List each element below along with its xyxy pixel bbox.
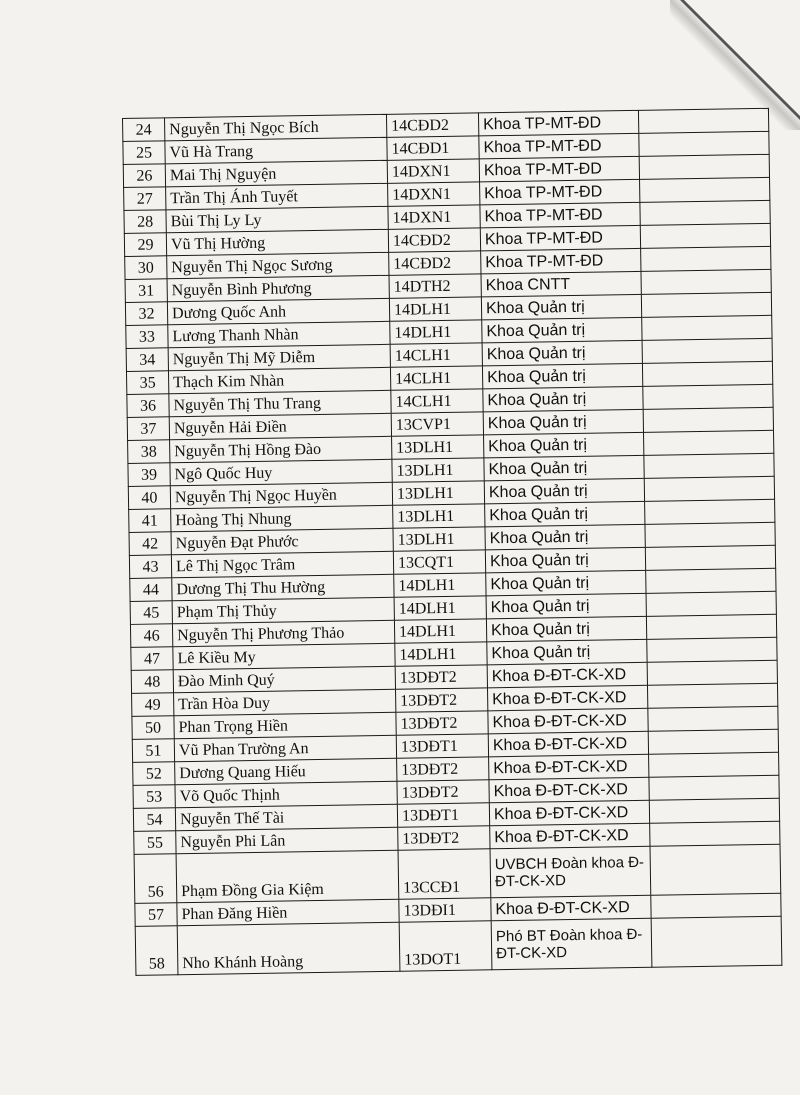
class-code: 13DĐT2 (396, 711, 488, 735)
note-cell (651, 893, 781, 918)
unit-name: Khoa Quản trị (482, 340, 642, 366)
row-number: 34 (126, 348, 168, 372)
unit-name: Khoa Đ-ĐT-CK-XD (487, 662, 647, 688)
member-name: Nguyễn Đạt Phước (171, 528, 393, 554)
class-code: 13DĐT2 (398, 826, 490, 850)
member-name: Phạm Đồng Gia Kiệm (176, 850, 399, 902)
member-name: Nguyễn Thị Ngọc Sương (167, 252, 389, 278)
row-number: 30 (125, 256, 167, 280)
unit-name: Khoa TP-MT-ĐD (481, 248, 641, 274)
unit-name: Khoa TP-MT-ĐD (479, 133, 639, 159)
class-code: 13DĐT2 (397, 757, 489, 781)
member-name: Lương Thanh Nhàn (168, 321, 390, 347)
class-code: 14CLH1 (391, 389, 483, 413)
class-code: 14DLH1 (394, 573, 486, 597)
unit-name: Khoa Quản trị (483, 386, 643, 412)
note-cell (644, 430, 774, 455)
unit-name: Khoa Đ-ĐT-CK-XD (490, 823, 650, 849)
unit-name: Khoa Quản trị (483, 409, 643, 435)
row-number: 38 (128, 440, 170, 464)
note-cell (640, 223, 770, 248)
class-code: 14CĐD2 (388, 228, 480, 252)
member-name: Đào Minh Quý (173, 666, 395, 692)
unit-name: Khoa Quản trị (485, 524, 645, 550)
row-number: 40 (128, 486, 170, 510)
class-code: 14CLH1 (390, 366, 482, 390)
row-number: 42 (129, 532, 171, 556)
row-number: 36 (127, 394, 169, 418)
class-code: 14DLH1 (394, 596, 486, 620)
row-number: 45 (130, 601, 172, 625)
row-number: 27 (124, 187, 166, 211)
member-name: Nguyễn Thị Ngọc Bích (165, 114, 387, 140)
note-cell (650, 821, 780, 846)
unit-name: Khoa TP-MT-ĐD (480, 179, 640, 205)
row-number: 37 (127, 417, 169, 441)
member-name: Nguyễn Thị Hồng Đào (170, 436, 392, 462)
unit-name: Khoa Quản trị (486, 593, 646, 619)
row-number: 48 (131, 670, 173, 694)
unit-name: Khoa Quản trị (486, 616, 646, 642)
class-code: 13DĐT1 (397, 803, 489, 827)
note-cell (645, 545, 775, 570)
class-code: 13DĐI1 (399, 898, 491, 922)
member-name: Mai Thị Nguyện (165, 160, 387, 186)
class-code: 13DLH1 (392, 458, 484, 482)
member-name: Trần Hòa Duy (174, 689, 396, 715)
row-number: 50 (132, 716, 174, 740)
member-name: Dương Thị Thu Hường (172, 574, 394, 600)
class-code: 14CLH1 (390, 343, 482, 367)
row-number: 47 (131, 647, 173, 671)
note-cell (640, 200, 770, 225)
row-number: 44 (130, 578, 172, 602)
class-code: 13DĐT2 (397, 780, 489, 804)
class-code: 13DĐT1 (396, 734, 488, 758)
note-cell (650, 844, 781, 895)
unit-name: Khoa Đ-ĐT-CK-XD (489, 800, 649, 826)
class-code: 13DLH1 (392, 435, 484, 459)
note-cell (649, 775, 779, 800)
note-cell (644, 453, 774, 478)
note-cell (647, 683, 777, 708)
member-name: Nguyễn Thị Thu Trang (169, 390, 391, 416)
unit-name: Khoa Quản trị (484, 455, 644, 481)
unit-name: Khoa Quản trị (486, 570, 646, 596)
member-name: Vũ Phan Trường An (174, 735, 396, 761)
unit-name: Khoa Đ-ĐT-CK-XD (487, 685, 647, 711)
class-code: 14DXN1 (388, 205, 480, 229)
note-cell (642, 361, 772, 386)
class-code: 13DLH1 (393, 504, 485, 528)
note-cell (645, 499, 775, 524)
member-list-body (123, 108, 782, 975)
note-cell (646, 614, 776, 639)
member-name: Nguyễn Thị Ngọc Huyền (170, 482, 392, 508)
class-code: 14DLH1 (394, 619, 486, 643)
class-code: 14DLH1 (395, 642, 487, 666)
unit-name: Khoa TP-MT-ĐD (480, 202, 640, 228)
note-cell (646, 568, 776, 593)
unit-name: Khoa Quản trị (485, 501, 645, 527)
note-cell (642, 315, 772, 340)
unit-name: Khoa Quản trị (482, 317, 642, 343)
row-number: 49 (132, 693, 174, 717)
unit-name: Khoa TP-MT-ĐD (478, 110, 638, 136)
note-cell (649, 798, 779, 823)
member-name: Võ Quốc Thịnh (175, 781, 397, 807)
row-number: 39 (128, 463, 170, 487)
row-number: 26 (123, 164, 165, 188)
class-code: 14CĐD2 (389, 251, 481, 275)
member-name: Nguyễn Thị Phương Thảo (172, 620, 394, 646)
note-cell (648, 729, 778, 754)
row-number: 41 (129, 509, 171, 533)
row-number: 43 (129, 555, 171, 579)
note-cell (640, 177, 770, 202)
member-name: Dương Quốc Anh (167, 298, 389, 324)
class-code: 13DLH1 (392, 481, 484, 505)
class-code: 13DĐT2 (395, 665, 487, 689)
class-code: 13CCĐ1 (398, 849, 491, 899)
member-name: Thạch Kim Nhàn (168, 367, 390, 393)
unit-name: Khoa Đ-ĐT-CK-XD (491, 895, 651, 921)
member-name: Nho Khánh Hoàng (177, 922, 400, 974)
member-name: Nguyễn Phi Lân (176, 827, 398, 853)
note-cell (648, 706, 778, 731)
member-name: Nguyễn Hải Điền (169, 413, 391, 439)
row-number: 46 (130, 624, 172, 648)
class-code: 14DLH1 (389, 297, 481, 321)
class-code: 13DĐT2 (396, 688, 488, 712)
class-code: 14CĐD2 (386, 113, 478, 137)
row-number: 32 (125, 302, 167, 326)
member-name: Phạm Thị Thủy (172, 597, 394, 623)
row-number: 35 (126, 371, 168, 395)
unit-name: Khoa Quản trị (484, 432, 644, 458)
note-cell (639, 154, 769, 179)
class-code: 14CĐD1 (387, 136, 479, 160)
note-cell (641, 292, 771, 317)
class-code: 14DTH2 (389, 274, 481, 298)
row-number: 33 (126, 325, 168, 349)
class-code: 14DLH1 (390, 320, 482, 344)
member-name: Nguyễn Thị Mỹ Diễm (168, 344, 390, 370)
note-cell (651, 916, 782, 967)
member-name: Lê Kiều My (173, 643, 395, 669)
note-cell (649, 752, 779, 777)
note-cell (642, 338, 772, 363)
row-number: 24 (123, 118, 165, 142)
row-number: 31 (125, 279, 167, 303)
unit-name: Phó BT Đoàn khoa Đ-ĐT-CK-XD (491, 918, 652, 970)
member-name: Phan Đăng Hiền (177, 899, 399, 925)
row-number: 57 (135, 903, 177, 927)
class-code: 13CQT1 (393, 550, 485, 574)
unit-name: Khoa Quản trị (482, 363, 642, 389)
row-number: 52 (133, 762, 175, 786)
unit-name: Khoa TP-MT-ĐD (480, 225, 640, 251)
class-code: 14DXN1 (388, 182, 480, 206)
class-code: 13DOT1 (399, 921, 492, 971)
member-name: Lê Thị Ngọc Trâm (171, 551, 393, 577)
unit-name: Khoa CNTT (481, 271, 641, 297)
note-cell (638, 108, 768, 133)
unit-name: Khoa Đ-ĐT-CK-XD (489, 777, 649, 803)
unit-name: Khoa Quản trị (485, 547, 645, 573)
member-name: Vũ Hà Trang (165, 137, 387, 163)
note-cell (647, 660, 777, 685)
row-number: 56 (134, 854, 177, 904)
class-code: 14DXN1 (387, 159, 479, 183)
row-number: 29 (124, 233, 166, 257)
note-cell (645, 522, 775, 547)
note-cell (639, 131, 769, 156)
note-cell (644, 476, 774, 501)
member-name: Ngô Quốc Huy (170, 459, 392, 485)
note-cell (641, 269, 771, 294)
unit-name: Khoa Đ-ĐT-CK-XD (489, 754, 649, 780)
row-number: 55 (134, 831, 176, 855)
note-cell (646, 591, 776, 616)
table-row (135, 916, 782, 975)
unit-name: Khoa TP-MT-ĐD (479, 156, 639, 182)
member-name: Trần Thị Ánh Tuyết (166, 183, 388, 209)
note-cell (647, 637, 777, 662)
unit-name: Khoa Đ-ĐT-CK-XD (488, 708, 648, 734)
row-number: 54 (133, 808, 175, 832)
row-number: 58 (135, 926, 178, 976)
member-name: Dương Quang Hiếu (175, 758, 397, 784)
row-number: 28 (124, 210, 166, 234)
unit-name: Khoa Quản trị (484, 478, 644, 504)
class-code: 13DLH1 (393, 527, 485, 551)
note-cell (641, 246, 771, 271)
member-name: Phan Trọng Hiền (174, 712, 396, 738)
unit-name: UVBCH Đoàn khoa Đ-ĐT-CK-XD (490, 846, 651, 898)
note-cell (643, 384, 773, 409)
note-cell (643, 407, 773, 432)
unit-name: Khoa Quản trị (481, 294, 641, 320)
row-number: 25 (123, 141, 165, 165)
member-list-table (122, 108, 782, 976)
member-name: Hoàng Thị Nhung (171, 505, 393, 531)
member-name: Nguyễn Bình Phương (167, 275, 389, 301)
unit-name: Khoa Đ-ĐT-CK-XD (488, 731, 648, 757)
member-name: Bùi Thị Ly Ly (166, 206, 388, 232)
member-name: Vũ Thị Hường (166, 229, 388, 255)
row-number: 51 (132, 739, 174, 763)
row-number: 53 (133, 785, 175, 809)
member-name: Nguyễn Thế Tài (175, 804, 397, 830)
unit-name: Khoa Quản trị (487, 639, 647, 665)
class-code: 13CVP1 (391, 412, 483, 436)
